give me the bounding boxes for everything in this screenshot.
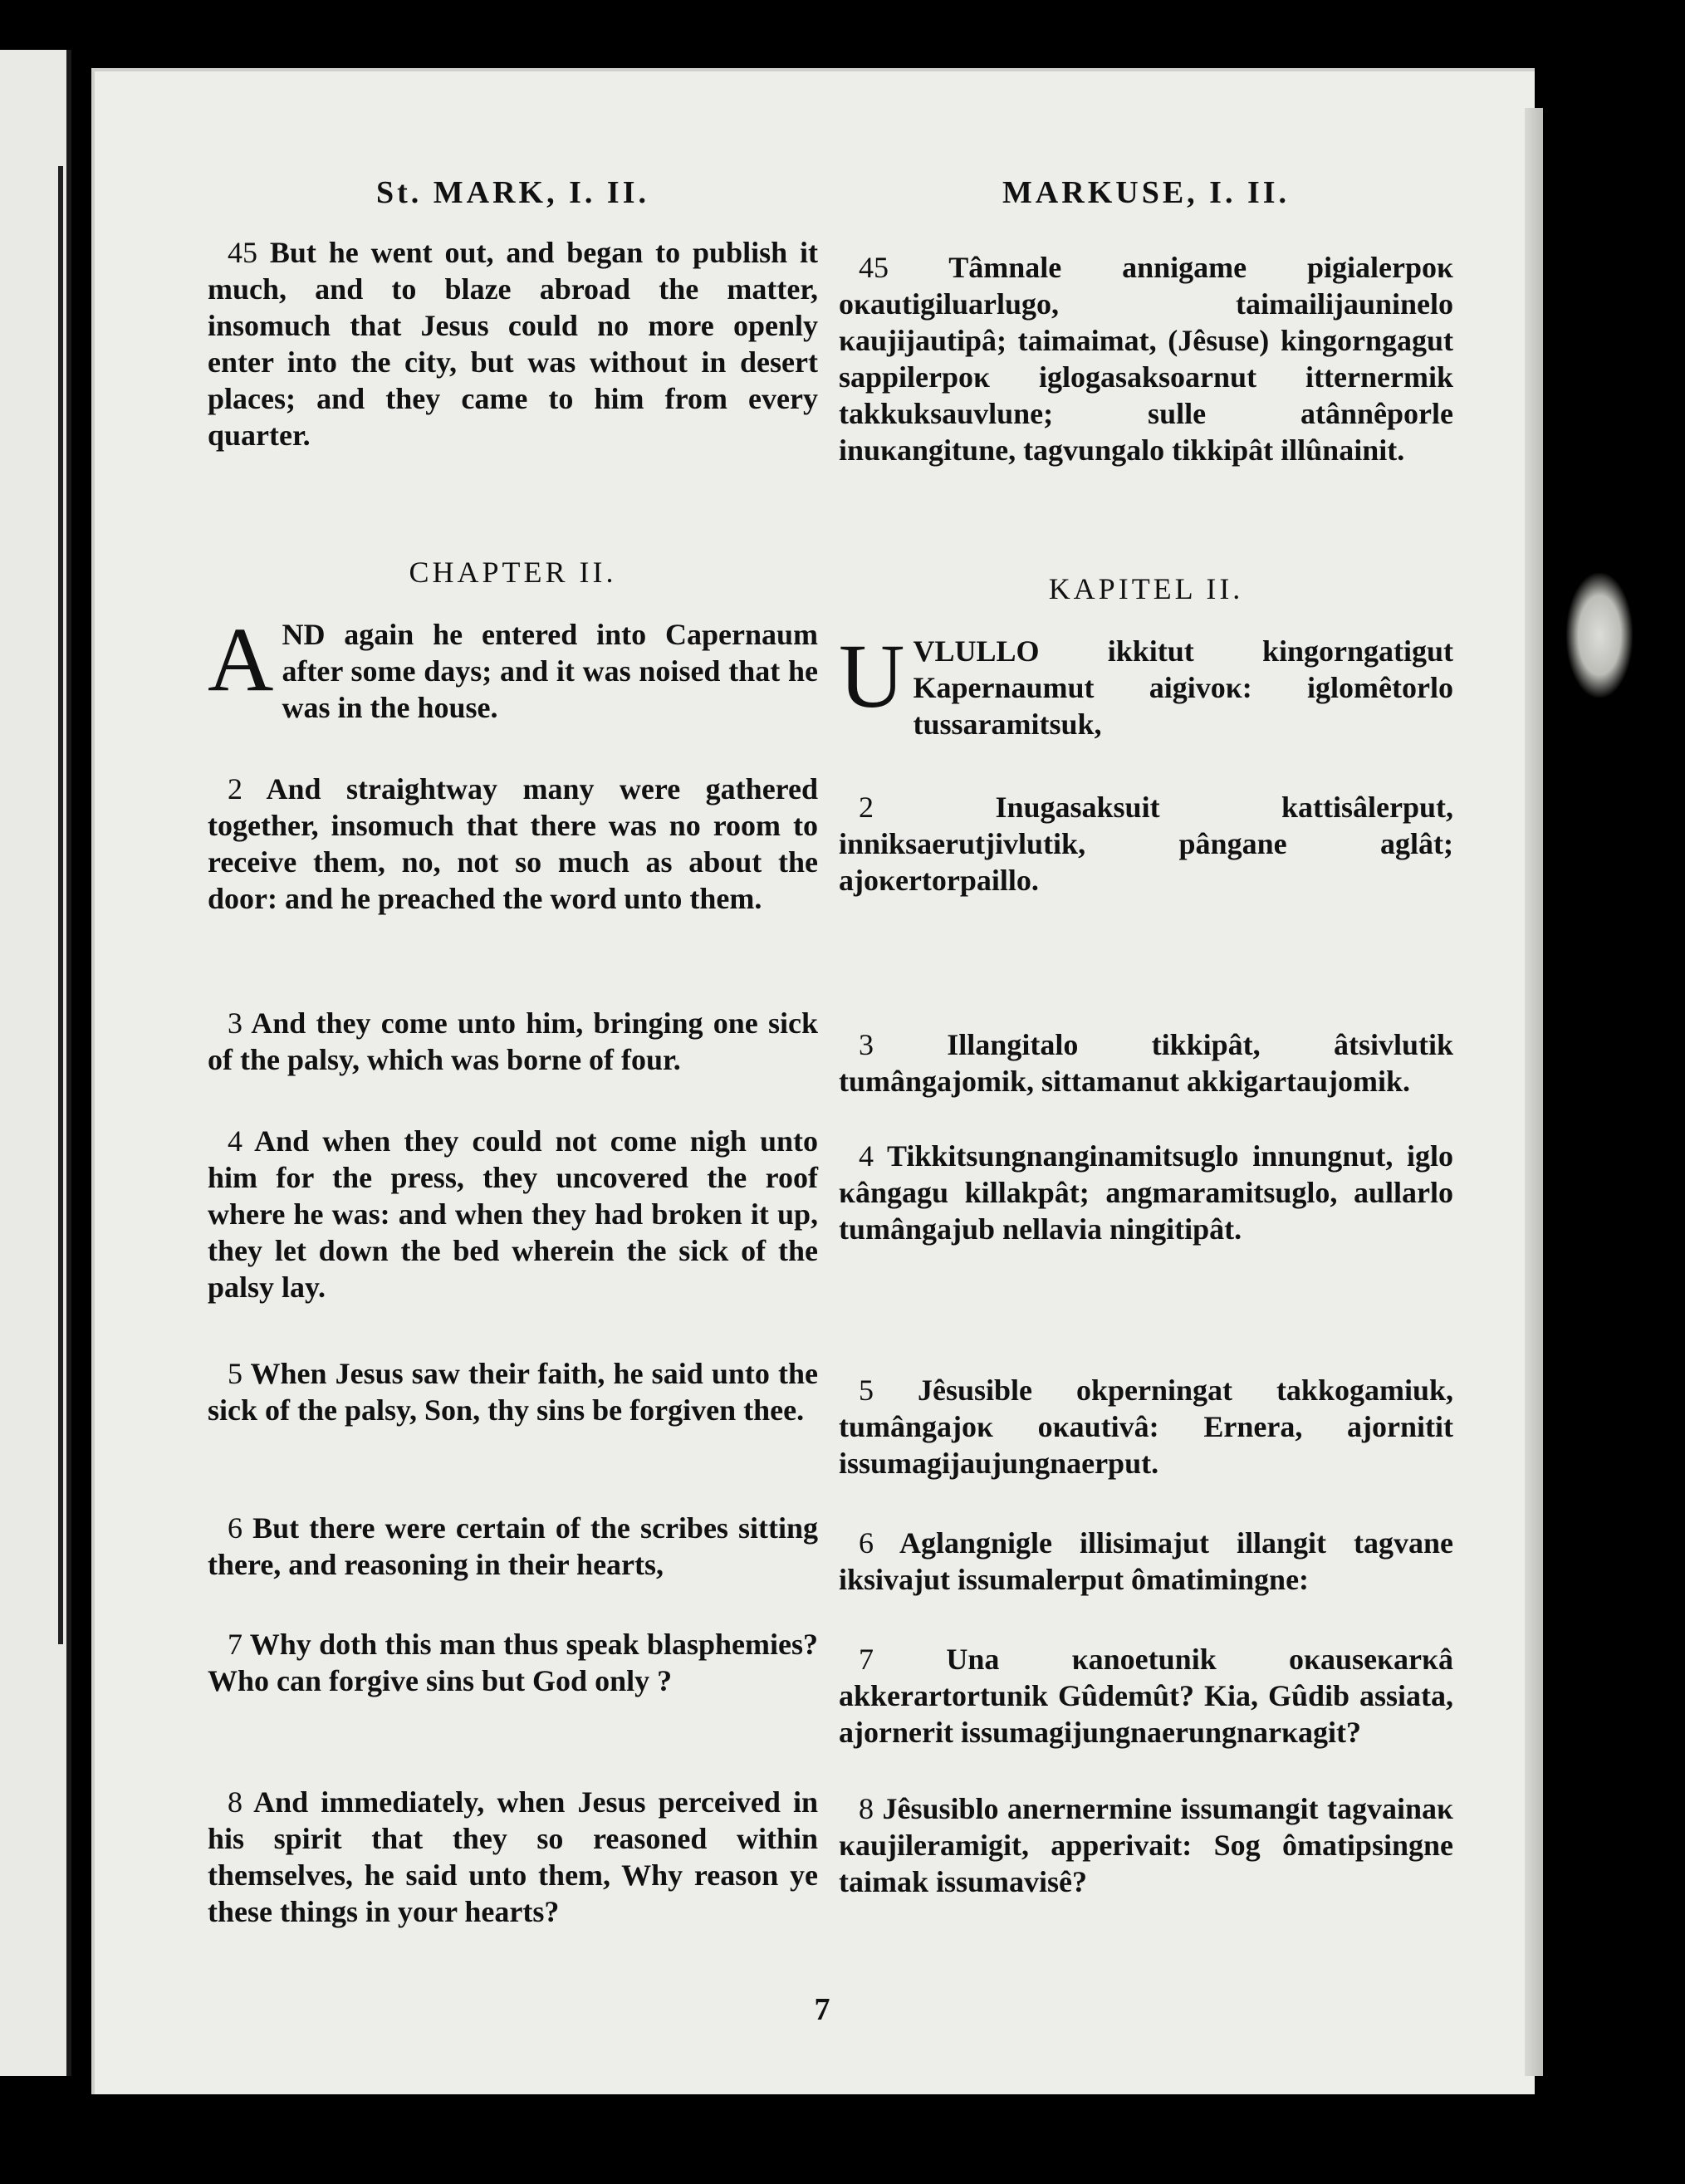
page-edge-shadow [1525,108,1543,2076]
verse-text: Illangitalo tikkipât, âtsivlutik tumângajomik, sittamanut akkigartaujomik. [839,1028,1453,1098]
page-number: 7 [814,1992,830,2027]
verse-45-inuktitut [839,249,1453,468]
verse-6-inuktitut [839,1525,1453,1598]
verse-text: And immediately, when Jesus perceived in his spirit that they so reasoned within themselves, he said unto them, Why reason ye these things in your hearts? [208,1785,818,1928]
paper-damage-spot [1566,573,1633,698]
verse-3-inuktitut [839,1026,1453,1099]
verse-number: 45 [859,251,889,284]
verse-number: 8 [228,1785,242,1819]
verse-text: And they come unto him, bringing one sick of the palsy, which was borne of four. [208,1006,819,1076]
drop-cap: A [208,609,274,710]
verse-text: VLULLO ikkitut kingorngatigut Kapernaumut aigivoκ: iglomêtorlo tussaramitsuk, [913,634,1453,741]
verse-text: When Jesus saw their faith, he said unto the sick of the palsy, Son, thy sins be forgiven thee. [208,1357,819,1427]
chapter-heading-inuktitut: KAPITEL II. [1048,572,1244,605]
verse-text: Una κanoetunik oκauseκarκâ akkerartortunik Gûdemût? Kia, Gûdib assiata, ajornerit issumagijungnaerungnarκagit? [839,1643,1453,1749]
verse-7-inuktitut [839,1641,1453,1751]
verse-4-english [208,1123,818,1305]
verse-2-inuktitut [839,789,1453,899]
binding-mark [58,166,63,1644]
verse-text: And when they could not come nigh unto him for the press, they uncovered the roof where he was: and when they had broken it up, they let down the bed wherein the sick of the palsy lay. [208,1124,818,1304]
verse-number: 4 [859,1139,874,1173]
verse-number: 5 [859,1374,874,1407]
verse-text: Tikkitsungnanginamitsuglo innungnut, iglo κângagu killakpât; angmaramitsuglo, aullarlo tumângajub nellavia ningitipât. [839,1139,1453,1246]
verse-number: 45 [228,236,257,269]
drop-cap: U [839,625,905,727]
verse-8-inuktitut [839,1790,1453,1900]
verse-5-english [208,1355,818,1428]
verse-number: 7 [859,1643,874,1676]
chapter-heading-english: CHAPTER II. [409,556,617,589]
verse-number: 6 [859,1526,874,1560]
verse-1-inuktitut [839,625,1453,742]
verse-45-english [208,234,818,453]
verse-text: ND again he entered into Capernaum after some days; and it was noised that he was in the house. [282,618,818,724]
verse-6-english [208,1510,818,1583]
verse-text: And straightway many were gathered together, insomuch that there was no room to receive them, no, not so much as about the door: and he preached the word unto them. [208,772,818,915]
verse-number: 8 [859,1792,874,1825]
verse-text: Aglangnigle illisimajut illangit tagvane iksivajut issumalerput ômatimingne: [839,1526,1453,1596]
verse-4-inuktitut [839,1138,1453,1247]
verse-number: 6 [228,1511,242,1545]
verse-number: 2 [859,791,874,824]
verse-2-english [208,771,818,917]
verse-8-english [208,1784,818,1930]
verse-7-english [208,1626,818,1699]
verse-1-english [208,609,818,726]
verse-number: 3 [228,1006,242,1040]
verse-text: But there were certain of the scribes sitting there, and reasoning in their hearts, [208,1511,818,1581]
verse-text: Inugasaksuit kattisâlerput, inniksaerutjivlutik, pângane aglât; ajoκertorpaillo. [839,791,1454,897]
running-head-inuktitut: MARKUSE, I. II. [1002,175,1291,210]
verse-text: Why doth this man thus speak blasphemies? Who can forgive sins but God only ? [208,1628,818,1697]
verse-5-inuktitut [839,1372,1453,1481]
verse-number: 7 [228,1628,242,1661]
verse-text: Tâmnale annigame pigialerpoκ oκautigiluarlugo, taimailijauninelo κaujijautipâ; taimaimat, (Jêsuse) kingorngagut sappilerpoκ iglogasaksoarnut itternermik takkuksauvlune; sulle atânnêporle inuκangitune, tagvungalo tikkipât illûnainit. [839,251,1453,467]
verse-text: Jêsusiblo anernermine issumangit tagvainaκ κaujileramigit, apperivait: Sog ômatipsingne taimak issumavisê? [839,1792,1453,1898]
verse-number: 3 [859,1028,874,1061]
verse-number: 5 [228,1357,242,1390]
running-head-english: St. MARK, I. II. [376,175,649,210]
verse-number: 4 [228,1124,242,1158]
verse-number: 2 [228,772,242,806]
verse-3-english [208,1005,818,1078]
verse-text: Jêsusible okperningat takkogamiuk, tumângajoκ oκautivâ: Ernera, ajornitit issumagijaujungnaerput. [839,1374,1454,1480]
verse-text: But he went out, and began to publish it much, and to blaze abroad the matter, insomuch that Jesus could no more openly enter into the city, but was without in desert places; and they came to him from every quarter. [208,236,818,452]
